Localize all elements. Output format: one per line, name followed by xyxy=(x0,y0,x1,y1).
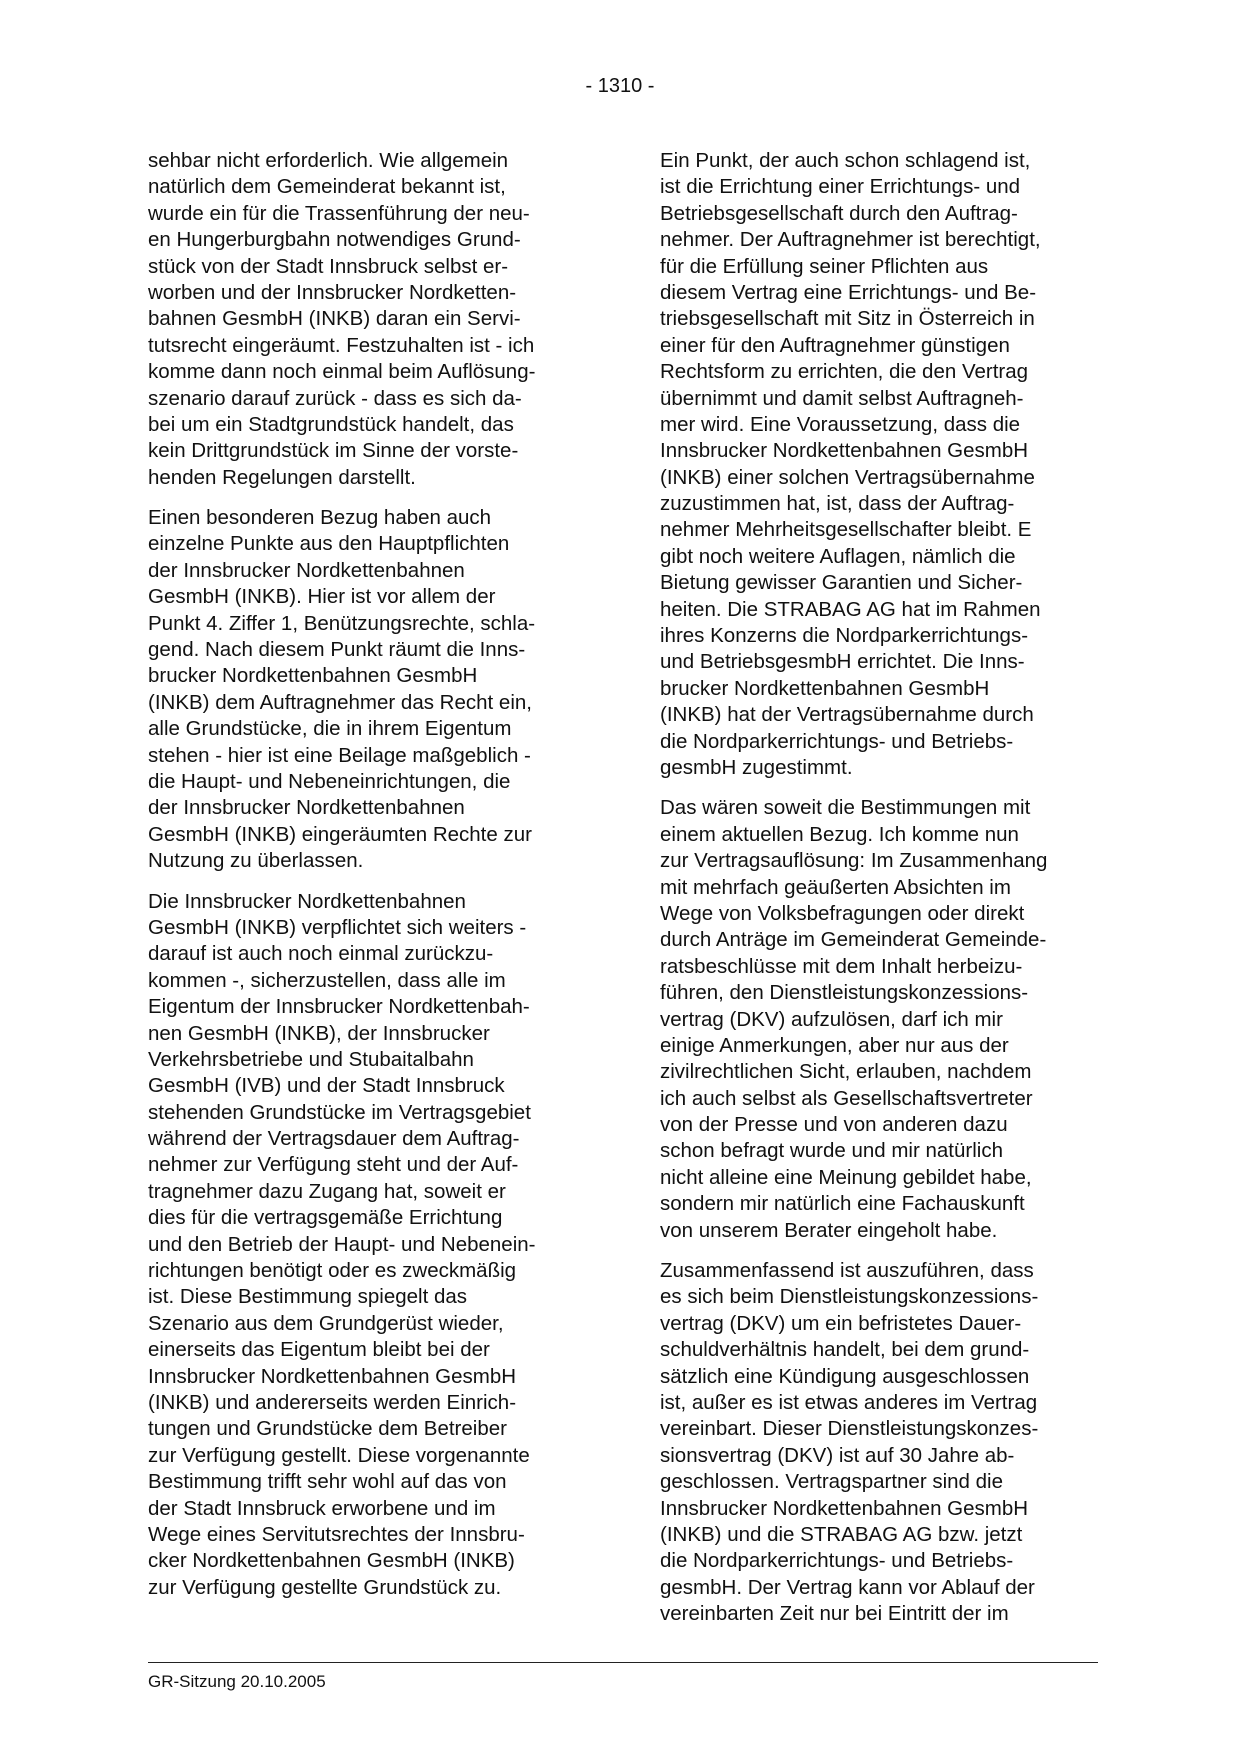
text-line: für die Erfüllung seiner Pflichten aus xyxy=(660,254,989,278)
text-line: die Nordparkerrichtungs- und Betriebs- xyxy=(660,1549,1014,1573)
text-line: (INKB) und andererseits werden Einrich- xyxy=(148,1390,517,1414)
text-line: ich auch selbst als Gesellschaftsvertreter xyxy=(660,1086,1033,1110)
text-line: und den Betrieb der Haupt- und Nebenein- xyxy=(148,1232,536,1256)
text-line: wurde ein für die Trassenführung der neu- xyxy=(148,201,530,225)
text-line: übernimmt und damit selbst Auftragneh- xyxy=(660,386,1024,410)
paragraph-spacer xyxy=(148,491,588,505)
text-line: Punkt 4. Ziffer 1, Benützungsrechte, schla- xyxy=(148,611,536,635)
text-line: es sich beim Dienstleistungskonzessions- xyxy=(660,1285,1039,1309)
text-line: Bietung gewisser Garantien und Sicher- xyxy=(660,571,1023,595)
text-line: ratsbeschlüsse mit dem Inhalt herbeizu- xyxy=(660,954,1023,978)
text-line: zur Verfügung gestellte Grundstück zu. xyxy=(148,1575,502,1599)
text-line: natürlich dem Gemeinderat bekannt ist, xyxy=(148,175,506,199)
text-line: mer wird. Eine Voraussetzung, dass die xyxy=(660,412,1021,436)
text-line: dies für die vertragsgemäße Errichtung xyxy=(148,1206,503,1230)
text-line: brucker Nordkettenbahnen GesmbH xyxy=(148,664,478,688)
text-line: die Haupt- und Nebeneinrichtungen, die xyxy=(148,769,511,793)
paragraph xyxy=(148,148,588,491)
text-line: en Hungerburgbahn notwendiges Grund- xyxy=(148,228,521,252)
paragraph-spacer xyxy=(660,1244,1100,1258)
text-line: sehbar nicht erforderlich. Wie allgemein xyxy=(148,149,509,172)
paragraph xyxy=(660,795,1100,1244)
text-line: Innsbrucker Nordkettenbahnen GesmbH xyxy=(660,439,1029,463)
text-line: worben und der Innsbrucker Nordketten- xyxy=(148,280,517,304)
text-line: GesmbH (IVB) und der Stadt Innsbruck xyxy=(148,1074,505,1098)
text-line: GesmbH (INKB). Hier ist vor allem der xyxy=(148,585,496,609)
text-line: stehenden Grundstücke im Vertragsgebiet xyxy=(148,1100,531,1124)
text-line: einige Anmerkungen, aber nur aus der xyxy=(660,1033,1009,1057)
text-line: stück von der Stadt Innsbruck selbst er- xyxy=(148,254,509,278)
footer-divider xyxy=(148,1662,1098,1663)
text-line: nehmer zur Verfügung steht und der Auf- xyxy=(148,1153,519,1177)
text-line: Nutzung zu überlassen. xyxy=(148,849,364,873)
text-line: szenario darauf zurück - dass es sich da- xyxy=(148,386,522,410)
text-line: richtungen benötigt oder es zweckmäßig xyxy=(148,1259,517,1283)
text-line: vertrag (DKV) aufzulösen, darf ich mir xyxy=(660,1007,1003,1031)
text-line: ist, außer es ist etwas anderes im Vertrag xyxy=(660,1390,1038,1414)
text-line: einem aktuellen Bezug. Ich komme nun xyxy=(660,822,1019,846)
text-line: nen GesmbH (INKB), der Innsbrucker xyxy=(148,1021,490,1045)
text-line: henden Regelungen darstellt. xyxy=(148,465,416,489)
text-line: GesmbH (INKB) verpflichtet sich weiters - xyxy=(148,915,527,939)
text-line: durch Anträge im Gemeinderat Gemeinde- xyxy=(660,928,1047,952)
text-line: vertrag (DKV) um ein befristetes Dauer- xyxy=(660,1311,1022,1335)
text-line: tutsrecht eingeräumt. Festzuhalten ist - ich xyxy=(148,333,535,357)
text-line: von unserem Berater eingeholt habe. xyxy=(660,1218,998,1242)
text-line: Betriebsgesellschaft durch den Auftrag- xyxy=(660,201,1018,225)
text-line: gibt noch weitere Auflagen, nämlich die xyxy=(660,544,1016,568)
text-line: Einen besonderen Bezug haben auch xyxy=(148,506,492,530)
text-line: Rechtsform zu errichten, die den Vertrag xyxy=(660,360,1029,384)
text-line: diesem Vertrag eine Errichtungs- und Be- xyxy=(660,280,1037,304)
text-line: Innsbrucker Nordkettenbahnen GesmbH xyxy=(660,1496,1029,1520)
text-line: Zusammenfassend ist auszuführen, dass xyxy=(660,1259,1034,1283)
text-line: zur Verfügung gestellt. Diese vorgenannte xyxy=(148,1443,530,1467)
text-line: tragnehmer dazu Zugang hat, soweit er xyxy=(148,1179,506,1203)
text-line: einerseits das Eigentum bleibt bei der xyxy=(148,1338,490,1362)
paragraph xyxy=(660,148,1100,781)
text-line: Die Innsbrucker Nordkettenbahnen xyxy=(148,889,466,913)
text-line: (INKB) hat der Vertragsübernahme durch xyxy=(660,703,1034,727)
text-line: schon befragt wurde und mir natürlich xyxy=(660,1139,1003,1163)
text-line: sionsvertrag (DKV) ist auf 30 Jahre ab- xyxy=(660,1443,1015,1467)
text-line: (INKB) und die STRABAG AG bzw. jetzt xyxy=(660,1522,1023,1546)
footer-session-date: GR-Sitzung 20.10.2005 xyxy=(148,1672,326,1691)
text-line: ist. Diese Bestimmung spiegelt das xyxy=(148,1285,468,1309)
text-line: bahnen GesmbH (INKB) daran ein Servi- xyxy=(148,307,521,331)
text-line: von der Presse und von anderen dazu xyxy=(660,1113,1008,1137)
text-line: zuzustimmen hat, ist, dass der Auftrag- xyxy=(660,492,1015,516)
text-line: cker Nordkettenbahnen GesmbH (INKB) xyxy=(148,1549,515,1573)
text-line: gesmbH zugestimmt. xyxy=(660,755,853,779)
text-line: Wege eines Servitutsrechtes der Innsbru- xyxy=(148,1522,525,1546)
text-line: während der Vertragsdauer dem Auftrag- xyxy=(148,1127,520,1151)
text-line: gend. Nach diesem Punkt räumt die Inns- xyxy=(148,638,526,662)
text-line: nicht alleine eine Meinung gebildet habe, xyxy=(660,1165,1032,1189)
paragraph-spacer xyxy=(660,781,1100,795)
text-line: mit mehrfach geäußerten Absichten im xyxy=(660,875,1011,899)
paragraph xyxy=(148,505,588,874)
text-line: tungen und Grundstücke dem Betreiber xyxy=(148,1417,507,1441)
text-line: (INKB) dem Auftragnehmer das Recht ein, xyxy=(148,690,532,714)
text-line: (INKB) einer solchen Vertragsübernahme xyxy=(660,465,1035,489)
text-line: ist die Errichtung einer Errichtungs- und xyxy=(660,175,1021,199)
text-line: triebsgesellschaft mit Sitz in Österreich in xyxy=(660,307,1035,331)
text-line: der Stadt Innsbruck erworbene und im xyxy=(148,1496,496,1520)
text-line: Eigentum der Innsbrucker Nordkettenbah- xyxy=(148,995,530,1019)
left-column xyxy=(148,148,588,1601)
text-line: zivilrechtlichen Sicht, erlauben, nachdem xyxy=(660,1060,1032,1084)
text-line: darauf ist auch noch einmal zurückzu- xyxy=(148,942,494,966)
text-line: nehmer Mehrheitsgesellschafter bleibt. E xyxy=(660,518,1032,542)
text-line: alle Grundstücke, die in ihrem Eigentum xyxy=(148,717,512,741)
page-number: - 1310 - xyxy=(585,75,655,97)
text-line: führen, den Dienstleistungskonzessions- xyxy=(660,981,1029,1005)
text-line: bei um ein Stadtgrundstück handelt, das xyxy=(148,412,514,436)
text-line: einzelne Punkte aus den Hauptpflichten xyxy=(148,532,510,556)
text-line: stehen - hier ist eine Beilage maßgeblich - xyxy=(148,743,531,767)
text-line: einer für den Auftragnehmer günstigen xyxy=(660,333,1010,357)
text-line: Ein Punkt, der auch schon schlagend ist, xyxy=(660,149,1031,172)
paragraph xyxy=(660,1258,1100,1627)
text-line: Szenario aus dem Grundgerüst wieder, xyxy=(148,1311,504,1335)
text-line: ihres Konzerns die Nordparkerrichtungs- xyxy=(660,624,1029,648)
text-line: sondern mir natürlich eine Fachauskunft xyxy=(660,1192,1025,1216)
text-line: nehmer. Der Auftragnehmer ist berechtigt, xyxy=(660,228,1041,252)
paragraph-spacer xyxy=(148,875,588,889)
text-line: geschlossen. Vertragspartner sind die xyxy=(660,1470,1004,1494)
text-line: Verkehrsbetriebe und Stubaitalbahn xyxy=(148,1047,474,1071)
text-line: Bestimmung trifft sehr wohl auf das von xyxy=(148,1470,507,1494)
text-line: und BetriebsgesmbH errichtet. Die Inns- xyxy=(660,650,1025,674)
text-line: der Innsbrucker Nordkettenbahnen xyxy=(148,796,465,820)
text-line: Das wären soweit die Bestimmungen mit xyxy=(660,796,1031,820)
text-line: Innsbrucker Nordkettenbahnen GesmbH xyxy=(148,1364,517,1388)
text-line: GesmbH (INKB) eingeräumten Rechte zur xyxy=(148,822,532,846)
text-line: die Nordparkerrichtungs- und Betriebs- xyxy=(660,729,1014,753)
right-column xyxy=(660,148,1100,1627)
text-line: schuldverhältnis handelt, bei dem grund- xyxy=(660,1338,1030,1362)
text-line: vereinbart. Dieser Dienstleistungskonzes- xyxy=(660,1417,1039,1441)
text-line: vereinbarten Zeit nur bei Eintritt der im xyxy=(660,1602,1009,1626)
paragraph xyxy=(148,889,588,1602)
text-line: Wege von Volksbefragungen oder direkt xyxy=(660,901,1025,925)
text-line: kommen -, sicherzustellen, dass alle im xyxy=(148,968,506,992)
text-line: brucker Nordkettenbahnen GesmbH xyxy=(660,676,990,700)
text-line: heiten. Die STRABAG AG hat im Rahmen xyxy=(660,597,1041,621)
text-line: sätzlich eine Kündigung ausgeschlossen xyxy=(660,1364,1030,1388)
text-line: gesmbH. Der Vertrag kann vor Ablauf der xyxy=(660,1575,1035,1599)
text-line: zur Vertragsauflösung: Im Zusammenhang xyxy=(660,849,1048,873)
text-line: kein Drittgrundstück im Sinne der vorste- xyxy=(148,439,519,463)
text-line: komme dann noch einmal beim Auflösung- xyxy=(148,360,536,384)
text-line: der Innsbrucker Nordkettenbahnen xyxy=(148,558,465,582)
